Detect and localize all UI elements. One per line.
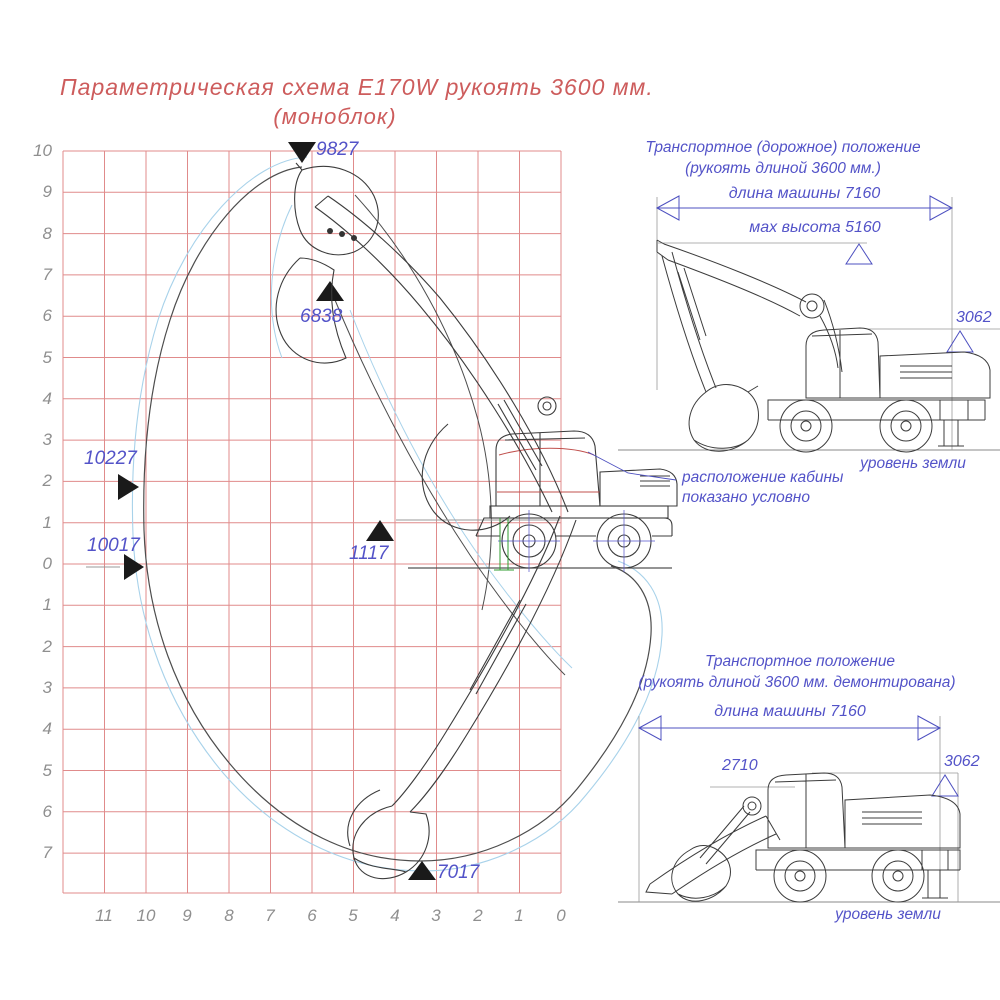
max-height-dim: мах высота 5160 — [749, 219, 881, 236]
boom-elbow-pin — [543, 402, 551, 410]
y-axis-label: 9 — [42, 182, 52, 201]
y-axis-label: 10 — [33, 141, 52, 160]
page-subtitle: (моноблок) — [273, 104, 397, 129]
x-axis-label: 7 — [265, 906, 275, 925]
y-axis-label: 6 — [42, 802, 52, 821]
marker-label-clearance: 1117 — [349, 543, 389, 564]
y-axis-label: 2 — [42, 471, 52, 490]
cab-red-accent — [497, 448, 600, 492]
y-axis-label: 6 — [42, 306, 52, 325]
range-grid — [63, 151, 561, 893]
cab-height-triangle — [947, 331, 973, 352]
transport-dismantled-subtitle: (рукоять длиной 3600 мм. демонтирована) — [638, 674, 956, 691]
y-axis-label: 5 — [42, 761, 52, 780]
transport-road-subtitle: (рукоять длиной 3600 мм.) — [685, 160, 881, 177]
envelope-curves — [132, 157, 662, 871]
cab-height-triangle — [932, 775, 958, 796]
marker-label-max-height: 9827 — [316, 139, 359, 160]
x-axis-label: 8 — [224, 906, 234, 925]
x-axis-label: 9 — [182, 906, 192, 925]
machine-length-dim: длина машины 7160 — [728, 185, 881, 202]
front-wheel-rim — [791, 411, 821, 441]
y-axis-label: 4 — [42, 389, 52, 408]
machine-length-dim-2: длина машины 7160 — [714, 703, 866, 720]
y-axis-label: 3 — [42, 678, 52, 697]
ground-level-label-2: уровень земли — [835, 906, 941, 923]
marker-label-dig-depth: 7017 — [437, 862, 480, 883]
boom-joint — [743, 797, 761, 815]
outrigger — [918, 850, 954, 898]
main-excavator-drawing — [276, 163, 677, 879]
wheel-centerlines — [498, 510, 655, 572]
boom-pin — [748, 802, 756, 810]
extension-lines — [639, 716, 958, 902]
x-axis-label: 5 — [348, 906, 358, 925]
engine-hood — [880, 352, 990, 398]
boom-folded — [657, 240, 842, 372]
y-axis-label: 1 — [42, 513, 52, 532]
bucket-top-position — [295, 163, 379, 255]
bucket-on-ground — [672, 846, 731, 902]
cab-height-dim: 3062 — [956, 309, 992, 326]
front-wheel-hub — [795, 871, 805, 881]
marker-label-ground-reach: 10017 — [87, 535, 140, 556]
cab-note-line1: расположение кабины — [682, 469, 844, 486]
outrigger — [935, 400, 973, 446]
arm-folded — [662, 252, 716, 392]
x-axis-label: 2 — [473, 906, 483, 925]
marker-10227-triangle — [118, 474, 139, 500]
y-axis-label: 1 — [42, 595, 52, 614]
x-axis-label: 10 — [136, 906, 156, 925]
boom-dim: 2710 — [722, 757, 758, 774]
chassis — [756, 850, 960, 870]
y-axis-label: 5 — [42, 348, 52, 367]
bucket-curled — [689, 385, 758, 452]
grid-vertical-lines — [63, 151, 561, 893]
y-axis-label: 2 — [42, 637, 52, 656]
cab — [768, 773, 845, 848]
stabilizer-green — [494, 518, 514, 570]
transport-road-title: Транспортное (дорожное) положение — [645, 139, 921, 156]
x-axis-label: 6 — [307, 906, 317, 925]
x-axis-label: 1 — [514, 906, 524, 925]
marker-10017-triangle — [124, 554, 144, 580]
rear-wheel — [880, 400, 932, 452]
envelope-outer-light — [132, 157, 662, 871]
cab — [496, 431, 600, 506]
rear-wheel-rim — [891, 411, 921, 441]
dimension-markers — [118, 142, 436, 880]
boom-elbow-joint — [800, 294, 824, 318]
x-axis-label: 3 — [431, 906, 441, 925]
height-datum-triangle — [846, 244, 872, 264]
marker-label-max-reach: 10227 — [84, 448, 137, 469]
x-axis-label: 0 — [556, 906, 566, 925]
linkage-pins — [327, 228, 357, 241]
rear-wheel-hub — [901, 421, 911, 431]
ground-level-label: уровень земли — [860, 455, 966, 472]
x-axis-label: 4 — [390, 906, 400, 925]
y-axis-label: 4 — [42, 719, 52, 738]
bucket-bottom-position — [348, 790, 429, 879]
marker-6838-triangle — [316, 281, 344, 301]
marker-label-dump-height: 6838 — [300, 306, 343, 327]
y-axis-label: 8 — [42, 224, 52, 243]
cab-height-dim-2: 3062 — [944, 753, 980, 770]
boom-raised — [315, 196, 568, 512]
cab-note-line2: показано условно — [682, 489, 810, 506]
y-axis-label: 3 — [42, 430, 52, 449]
turret-deck — [490, 506, 668, 518]
front-wheel — [780, 400, 832, 452]
rear-wheel — [872, 850, 924, 902]
y-axis-label: 7 — [42, 265, 52, 284]
cab — [806, 328, 880, 398]
front-wheel — [774, 850, 826, 902]
front-wheel-rim — [785, 861, 815, 891]
front-wheel-hub — [801, 421, 811, 431]
x-axis-label: 11 — [95, 906, 113, 925]
y-axis-label: 0 — [42, 554, 52, 573]
chassis — [768, 400, 985, 420]
y-axis-label: 7 — [42, 843, 52, 862]
rear-wheel-rim — [883, 861, 913, 891]
envelope-outer-dark — [144, 167, 651, 861]
boom-elbow-pin — [807, 301, 817, 311]
envelope-inner-arc-light2 — [350, 310, 572, 668]
rear-wheel-hub — [893, 871, 903, 881]
transport-dismantled-title: Транспортное положение — [704, 653, 896, 670]
boom-elbow-joint — [538, 397, 556, 415]
engine-hood — [845, 795, 960, 848]
page-title: Параметрическая схема E170W рукоять 3600 мм. — [60, 74, 654, 100]
transport-dismantled-drawing — [618, 716, 1000, 902]
